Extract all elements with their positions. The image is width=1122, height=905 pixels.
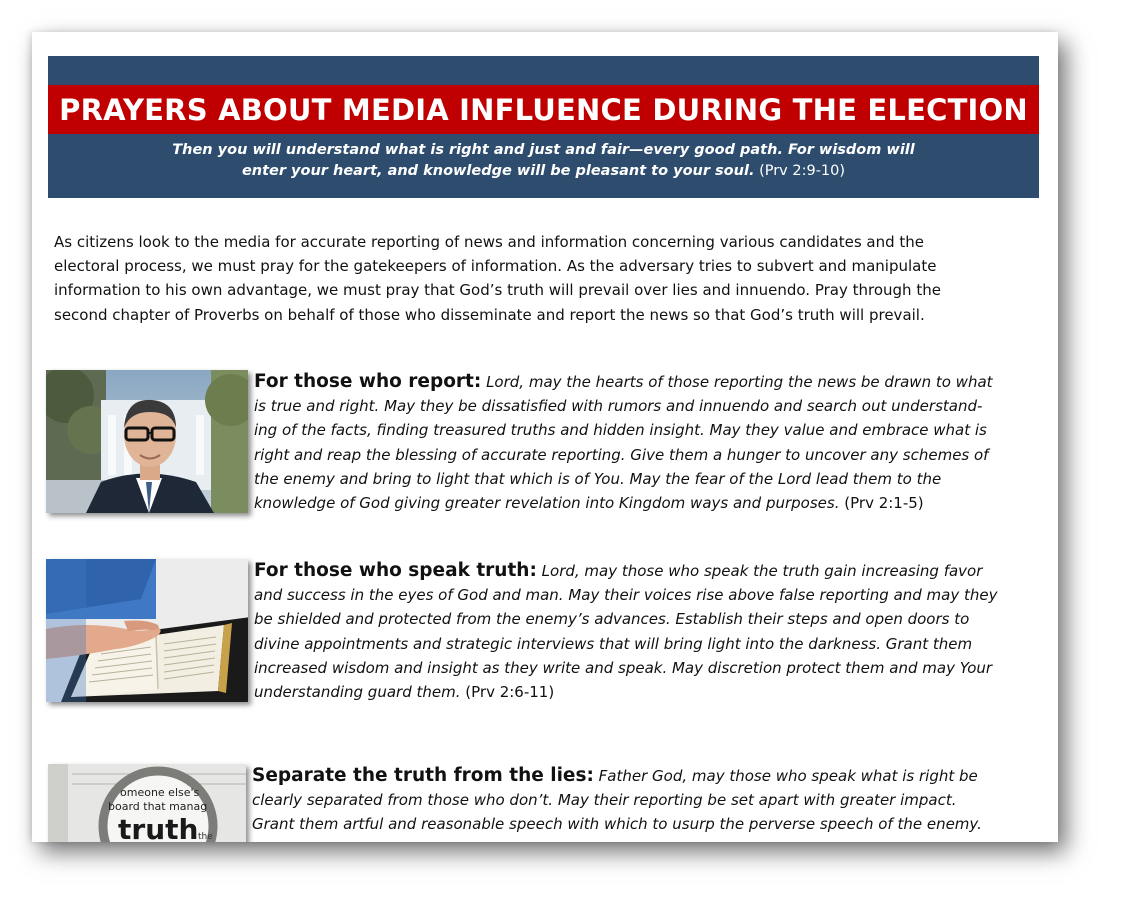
section-for-those-who-speak-truth: [46, 559, 1036, 709]
header-banner: [48, 56, 1039, 198]
section-separate-truth-from-lies: [46, 764, 1036, 842]
section-line: understanding guard them.: [254, 683, 461, 702]
section-line: Lord, may those who speak the truth gain increasing favor: [541, 562, 983, 580]
intro-line: second chapter of Proverbs on behalf of those who disseminate and report the news so that God’s truth will prevail.: [54, 305, 925, 324]
section-line: increased wisdom and insight as they write and speak. May discretion protect them and may Your: [254, 658, 993, 677]
section-line: right and reap the blessing of accurate reporting. Give them a hunger to uncover any schemes of: [254, 445, 989, 464]
magnifier-text-4: the: [198, 832, 213, 842]
intro-line: information to his own advantage, we must pray that God’s truth will prevail over lies and innuendo. Pray through the: [54, 281, 941, 300]
section-heading: Separate the truth from the lies:: [252, 765, 594, 786]
verse-line-1: Then you will understand what is right and just and fair—every good path. For wisdom will: [172, 142, 915, 158]
truth-magnifier-photo-icon: [48, 764, 246, 842]
section-line: the enemy and bring to light that which is of You. May the fear of the Lord lead them to the: [254, 469, 942, 488]
section-line: Father God, may those who speak what is right be: [598, 767, 978, 785]
section-line: Grant them artful and reasonable speech with which to usurp the perverse speech of the enemy.: [252, 815, 982, 834]
magnifier-text-2: board that manag: [108, 800, 208, 813]
header-verse: [48, 140, 1039, 182]
section-line: clearly separated from those who don’t. May their reporting be set apart with greater impact.: [252, 791, 957, 810]
section-line: and success in the eyes of God and man. May their voices rise above false reporting and may they: [254, 586, 998, 605]
intro-paragraph: [54, 230, 1014, 327]
document-page: [32, 32, 1058, 842]
section-heading: For those who report:: [254, 371, 482, 392]
section-line: ing of the facts, finding treasured truths and hidden insight. May they value and embrace what is: [254, 421, 987, 440]
intro-line: As citizens look to the media for accurate reporting of news and information concerning various candidates and the: [54, 233, 925, 251]
section-heading: For those who speak truth:: [254, 560, 537, 581]
section-for-those-who-report: [46, 370, 1036, 520]
section-line: is true and right. May they be dissatisfied with rumors and innuendo and search out understand-: [254, 397, 983, 416]
section-text: [252, 764, 1037, 837]
verse-line-2: enter your heart, and knowledge will be pleasant to your soul.: [241, 163, 755, 179]
section-line: knowledge of God giving greater revelation into Kingdom ways and purposes.: [254, 494, 840, 513]
scripture-reference: (Prv 2:1-5): [844, 494, 924, 513]
title-bar: [48, 85, 1039, 134]
news-anchor-photo-icon: [46, 370, 248, 513]
hand-on-bible-photo-icon: [46, 559, 248, 702]
page-title: PRAYERS ABOUT MEDIA INFLUENCE DURING THE ELECTION: [59, 92, 1028, 127]
section-text: [254, 559, 1039, 704]
magnifier-text-1: omeone else's: [120, 786, 200, 799]
section-line: Lord, may the hearts of those reporting the news be drawn to what: [486, 373, 993, 391]
section-line: divine appointments and strategic interviews that will bring light into the darkness. Grant them: [254, 634, 973, 653]
scripture-reference: (Prv 2:6-11): [465, 683, 555, 702]
section-line: be shielded and protected from the enemy’s advances. Establish their steps and open doors to: [254, 610, 970, 629]
intro-line: electoral process, we must pray for the gatekeepers of information. As the adversary tries to subvert and manipulate: [54, 257, 937, 276]
section-text: [254, 370, 1039, 515]
verse-reference: (Prv 2:9-10): [759, 163, 846, 179]
magnifier-text-3: truth: [118, 813, 199, 842]
